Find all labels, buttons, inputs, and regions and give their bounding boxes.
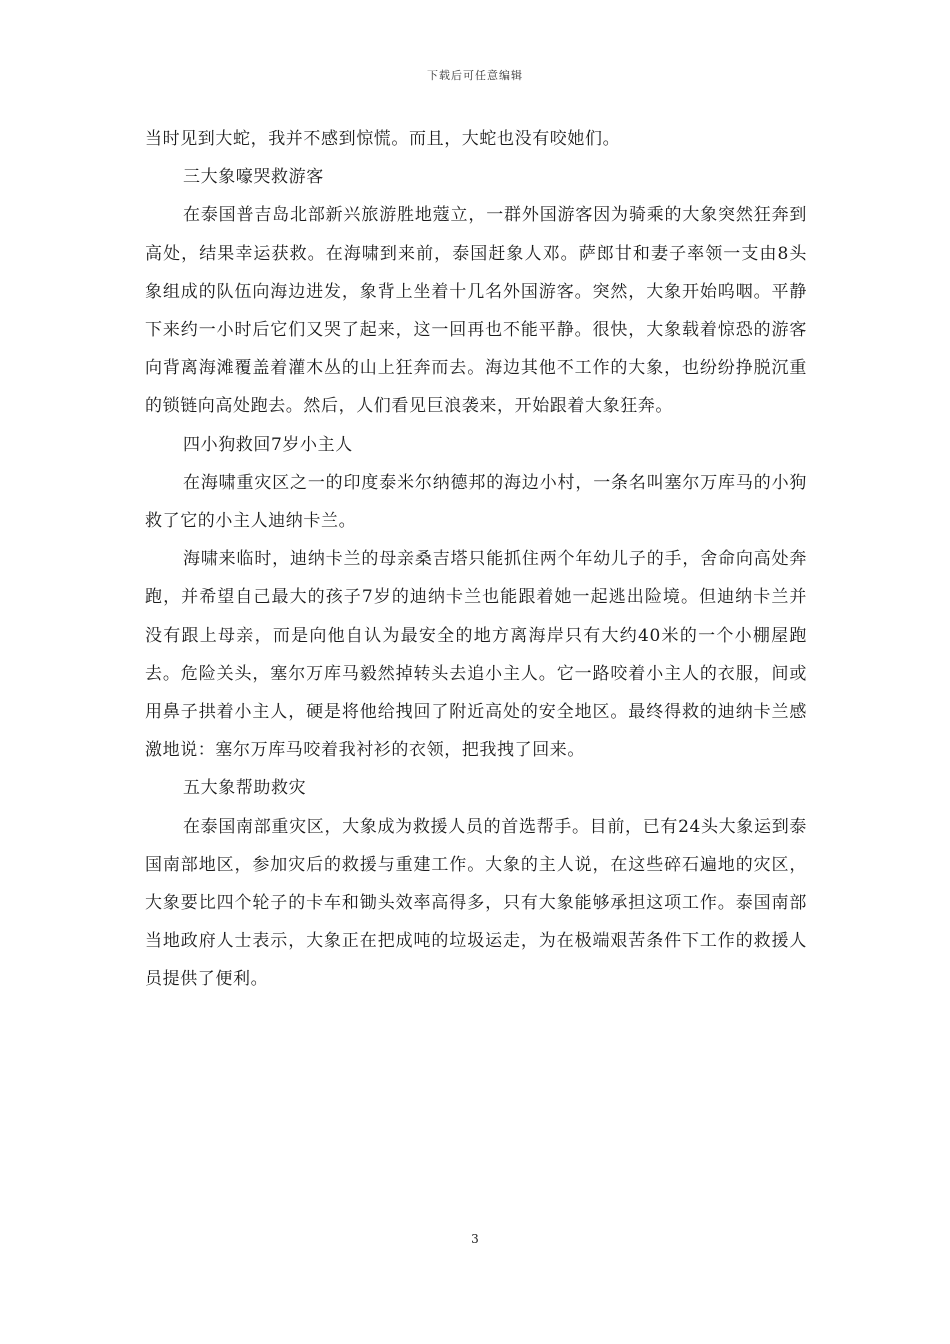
section-heading: 五大象帮助救灾 bbox=[183, 778, 307, 799]
paragraph: 在泰国南部重灾区，大象成为救援人员的首选帮手。目前，已有24头大象运到泰国南部地区，参加灾后的救援与重建工作。大象的主人说，在这些碎石遍地的灾区，大象要比四个轮子的卡车和锄头效率高得多，只有大象能够承担这项工作。泰国南部当地政府人士表示，大象正在把成吨的垃圾运走，为在极端艰苦条件下工作的救援人员提供了便利。 bbox=[145, 816, 807, 990]
document-body bbox=[145, 120, 807, 999]
section-heading: 四小狗救回7岁小主人 bbox=[183, 434, 353, 455]
page-header: 下载后可任意编辑 bbox=[427, 69, 523, 82]
paragraph: 当时见到大蛇，我并不感到惊慌。而且，大蛇也没有咬她们。 bbox=[145, 129, 621, 149]
section-heading: 三大象嚎哭救游客 bbox=[183, 167, 324, 188]
page-number: 3 bbox=[471, 1232, 479, 1246]
paragraph: 海啸来临时，迪纳卡兰的母亲桑吉塔只能抓住两个年幼儿子的手，舍命向高处奔跑，并希望自己最大的孩子7岁的迪纳卡兰也能跟着她一起逃出险境。但迪纳卡兰并没有跟上母亲，而是向他自认为最安全的地方离海岸只有大约40米的一个小棚屋跑去。危险关头，塞尔万库马毅然掉转头去追小主人。它一路咬着小主人的衣服，间或用鼻子拱着小主人，硬是将他给拽回了附近高处的安全地区。最终得救的迪纳卡兰感激地说：塞尔万库马咬着我衬衫的衣领，把我拽了回来。 bbox=[145, 549, 807, 761]
paragraph: 在泰国普吉岛北部新兴旅游胜地蔻立，一群外国游客因为骑乘的大象突然狂奔到高处，结果幸运获救。在海啸到来前，泰国赶象人邓。萨郎甘和妻子率领一支由8头象组成的队伍向海边进发，象背上坐着十几名外国游客。突然，大象开始呜咽。平静下来约一小时后它们又哭了起来，这一回再也不能平静。很快，大象载着惊恐的游客向背离海滩覆盖着灌木丛的山上狂奔而去。海边其他不工作的大象，也纷纷挣脱沉重的锁链向高处跑去。然后，人们看见巨浪袭来，开始跟着大象狂奔。 bbox=[145, 205, 807, 417]
paragraph: 在海啸重灾区之一的印度泰米尔纳德邦的海边小村，一条名叫塞尔万库马的小狗救了它的小主人迪纳卡兰。 bbox=[145, 472, 807, 532]
